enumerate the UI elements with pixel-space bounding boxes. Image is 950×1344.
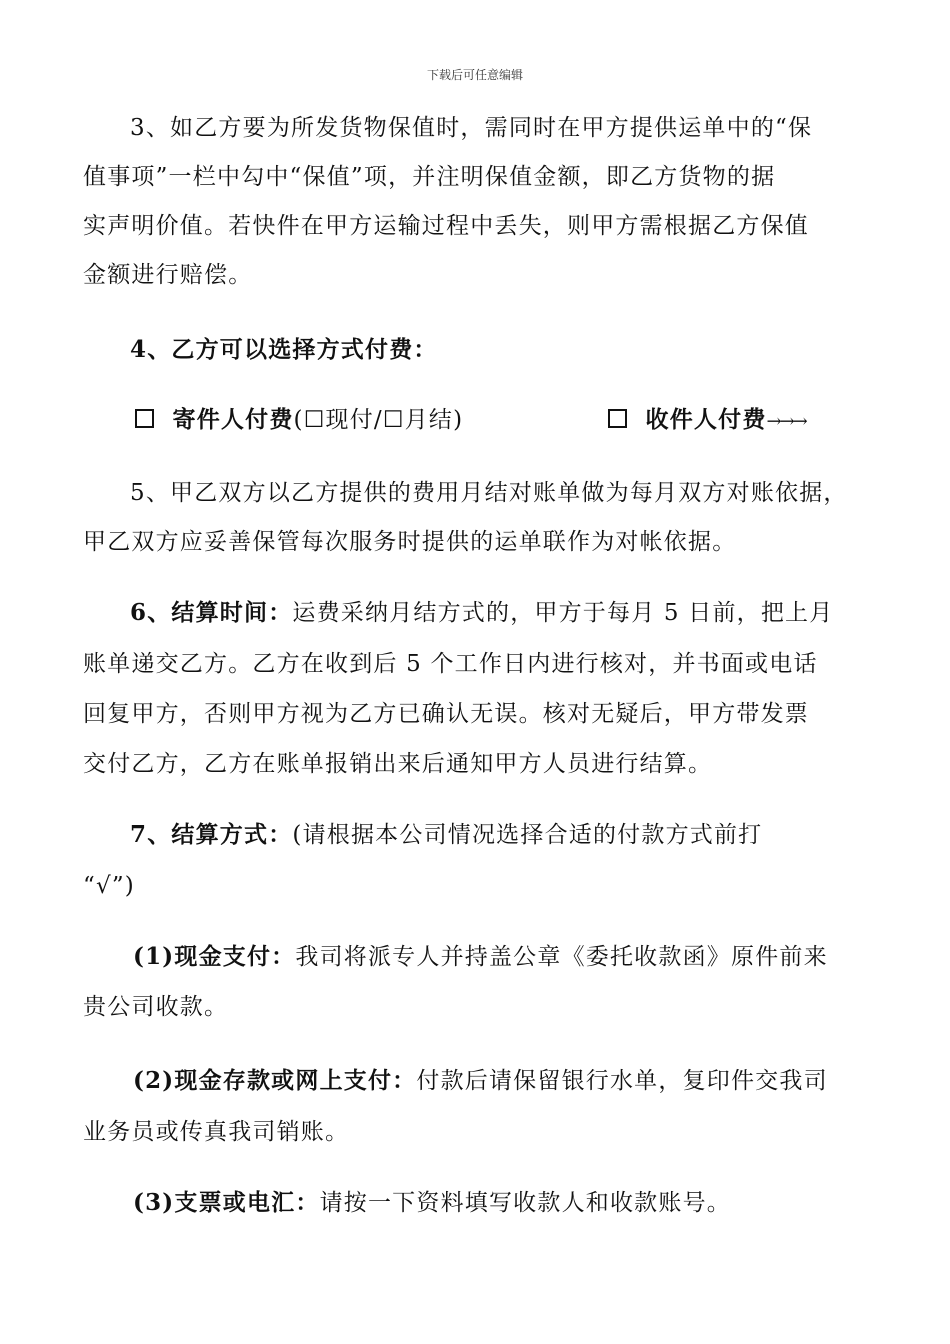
section-7-label: 7、结算方式： <box>130 821 293 848</box>
section-7-line-2: “√”) <box>83 873 135 899</box>
section-6-text: 运费采纳月结方式的，甲方于每月 5 日前，把上月 <box>292 600 834 626</box>
option-3-text: 请按一下资料填写收款人和收款账号。 <box>319 1190 731 1216</box>
section-7-text: (请根据本公司情况选择合适的付款方式前打 <box>292 822 763 848</box>
sender-pays-label: 寄件人付费 <box>172 406 294 433</box>
payment-option-receiver <box>608 405 806 437</box>
option-2-text: 付款后请保留银行水单，复印件交我司 <box>416 1068 828 1094</box>
page-header: 下载后可任意编辑 <box>426 68 523 82</box>
section-5-line-2: 甲乙双方应妥善保管每次服务时提供的运单联作为对帐依据。 <box>83 529 737 555</box>
checkbox-sender-pays[interactable] <box>135 409 154 428</box>
option-2-line-2: 业务员或传真我司销账。 <box>83 1119 350 1145</box>
receiver-pays-label: 收件人付费 <box>645 406 767 433</box>
section-3-line-1: 3、如乙方要为所发货物保值时，需同时在甲方提供运单中的“保 <box>130 115 813 141</box>
checkbox-receiver-pays[interactable] <box>608 409 627 428</box>
section-6-line-2: 账单递交乙方。乙方在收到后 5 个工作日内进行核对，并书面或电话 <box>83 651 818 677</box>
option-1-line-1 <box>133 942 828 972</box>
payment-option-sender <box>135 405 463 435</box>
section-3-line-2: 值事项”一栏中勾中“保值”项，并注明保值金额，即乙方货物的据 <box>83 164 776 190</box>
option-3-label: (3)支票或电汇： <box>133 1189 320 1216</box>
sender-pays-detail: (☐现付/☐月结) <box>293 407 464 433</box>
section-3-line-4: 金额进行赔偿。 <box>83 262 253 288</box>
option-1-label: (1)现金支付： <box>133 943 296 970</box>
option-3-line-1 <box>133 1188 731 1218</box>
section-6-line-4: 交付乙方，乙方在账单报销出来后通知甲方人员进行结算。 <box>83 751 713 777</box>
option-2-line-1 <box>133 1066 828 1096</box>
option-1-line-2: 贵公司收款。 <box>83 994 229 1020</box>
option-1-text: 我司将派专人并持盖公章《委托收款函》原件前来 <box>295 944 828 970</box>
section-4-title: 4、乙方可以选择方式付费： <box>130 336 438 363</box>
section-5-line-1: 5、甲乙双方以乙方提供的费用月结对账单做为每月双方对账依据， <box>130 480 848 506</box>
option-2-label: (2)现金存款或网上支付： <box>133 1067 417 1094</box>
section-6-label: 6、结算时间： <box>130 599 293 626</box>
section-3-line-3: 实声明价值。若快件在甲方运输过程中丢失，则甲方需根据乙方保值 <box>83 213 809 239</box>
section-7-line-1 <box>130 820 762 850</box>
arrows-icon: →→→ <box>766 411 806 432</box>
section-6-line-3: 回复甲方，否则甲方视为乙方已确认无误。核对无疑后，甲方带发票 <box>83 701 809 727</box>
section-6-line-1 <box>130 598 833 628</box>
